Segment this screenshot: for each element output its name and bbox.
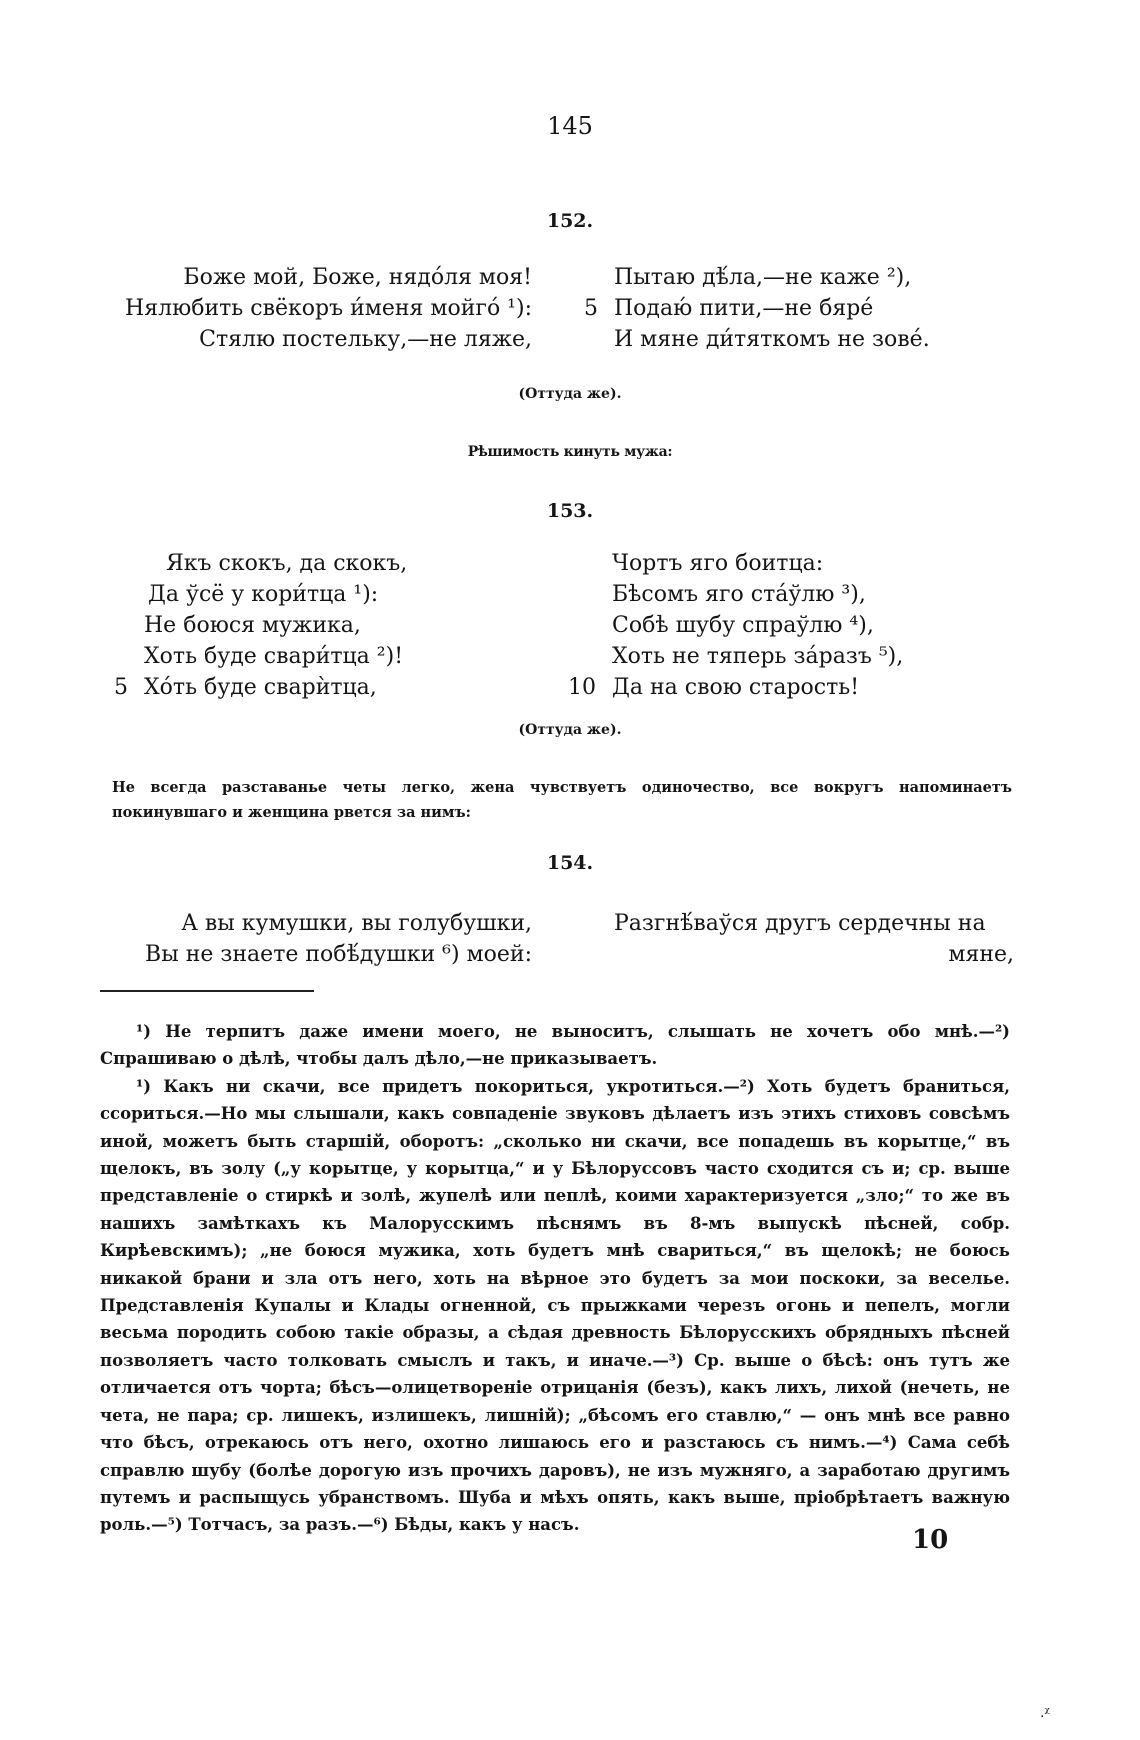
page-number: 145 [547,112,593,140]
song-152-right-column [584,262,930,355]
verse-line: Хоть не тяперь за́разъ ⁵), [612,644,904,669]
song-154-right-column [614,908,1014,970]
verse-line: Не боюся мужика, [144,613,361,638]
footnote-rule [100,990,314,992]
verse-line: 10 Да на свою старость! [568,675,860,700]
verse-line: Хоть буде свари́тца ²)! [144,644,404,669]
verse-line: Пытаю дѣ́ла,—не каже ²), [614,265,912,290]
song-152-left-column [125,262,532,355]
song-154-intro: Не всегда разставанье четы легко, жена чувствуетъ одиночество, все вокругъ напоминаетъ покинувшаго и женщина рвется за нимъ: [112,779,1012,821]
verse-line: Да ўсё у кори́тца ¹): [148,582,379,607]
footnote-block-153: ¹) Какъ ни скачи, все придетъ покориться, укротиться.—²) Хоть будетъ браниться, ссориться.—Но мы слышали, какъ совпаденіе звуковъ дѣлаетъ изъ этихъ стиховъ совсѣмъ иной, можетъ быть старшій, оборотъ: „сколько ни скачи, все попадешь въ корытце,“ въ щелокъ, въ золу („у корытце, у корытца,“ и у Бѣлоруссовъ часто сходится съ и; ср. выше представленіе о стиркѣ и золѣ, жупелѣ или пеплѣ, коими характеризуется „зло;“ то же въ нашихъ замѣткахъ къ Малорусскимъ пѣснямъ въ 8-мъ выпускѣ пѣсней, собр. Кирѣевскимъ); „не боюся мужика, хоть будетъ мнѣ свариться,“ въ щелокѣ; не боюсь никакой брани и зла отъ него, хоть на вѣрное это будетъ за мои поскоки, за веселье. Представленія Купалы и Клады огненной, съ прыжками черезъ огонь и пепелъ, могли весьма породить собою такіе образы, а сѣдая древность Бѣлорусскихъ обрядныхъ пѣсней позволяетъ часто толковать смыслъ и такъ, и иначе.—³) Ср. выше о бѣсѣ: онъ тутъ же отличается отъ чорта; бѣсъ—олицетвореніе отрицанія (безъ), какъ лихъ, лихой (нечеть, не чета, не пара; ср. лишекъ, излишекъ, лишній); „бѣсомъ его ставлю,“ — онъ мнѣ все равно что бѣсъ, отрекаюсь отъ него, охотно лишаюсь его и разстаюсь съ нимъ.—⁴) Сама себѣ справлю шубу (болѣе дорогую изъ прочихъ даровъ), не изъ мужняго, а заработаю другимъ путемъ и распыщусь убранствомъ. Шуба и мѣхъ опять, какъ выше, пріобрѣтаетъ важную роль.—⁵) Тотчасъ, за разъ.—⁶) Бѣды, какъ у насъ. [100,1076,1010,1535]
verse-line: Стялю постельку,—не ляже, [199,327,532,352]
song-153-left-column [114,548,408,703]
song-number-152: 152. [546,210,594,232]
verse-line: мяне, [948,942,1014,967]
scan-speck: .ᵡ [1040,1705,1050,1721]
verse-line: И мяне ди́тяткомъ не зове́. [614,327,930,352]
verse-line: Бѣсомъ яго ста́ўлю ³), [612,582,866,607]
song-153-intro: Рѣшимость кинуть мужа: [467,444,673,460]
song-153-source: (Оттуда же). [518,722,622,738]
signature-mark: 10 [912,1525,949,1555]
song-number-154: 154. [546,852,594,874]
song-153-right-column [568,548,904,703]
verse-line: Вы не знаете побѣ́душки ⁶) моей: [145,942,532,967]
song-152-source: (Оттуда же). [518,386,622,402]
verse-line: Якъ скокъ, да скокъ, [166,551,408,576]
verse-line: Разгнѣ́ваўся другъ сердечны на [614,911,986,936]
verse-line: Нялюбить свёкоръ и́меня мойго́ ¹): [125,296,532,321]
verse-line: Собѣ шубу спраўлю ⁴), [612,613,874,638]
footnotes [100,1018,1010,1539]
verse-line: Боже мой, Боже, нядо́ля моя! [183,265,532,290]
song-number-153: 153. [546,500,594,522]
song-154-left-column [145,908,532,970]
verse-line: А вы кумушки, вы голубушки, [181,911,532,936]
footnote-block-152: ¹) Не терпитъ даже имени моего, не выноситъ, слышать не хочетъ обо мнѣ.—²) Спрашиваю о дѣлѣ, чтобы далъ дѣло,—не приказываетъ. [100,1022,1010,1069]
verse-line: Чортъ яго боитца: [612,551,824,576]
verse-line: 5 Подаю́ пити,—не бяре́ [584,296,874,321]
verse-line: 5 Хо́ть буде сварѝтца, [114,675,377,700]
